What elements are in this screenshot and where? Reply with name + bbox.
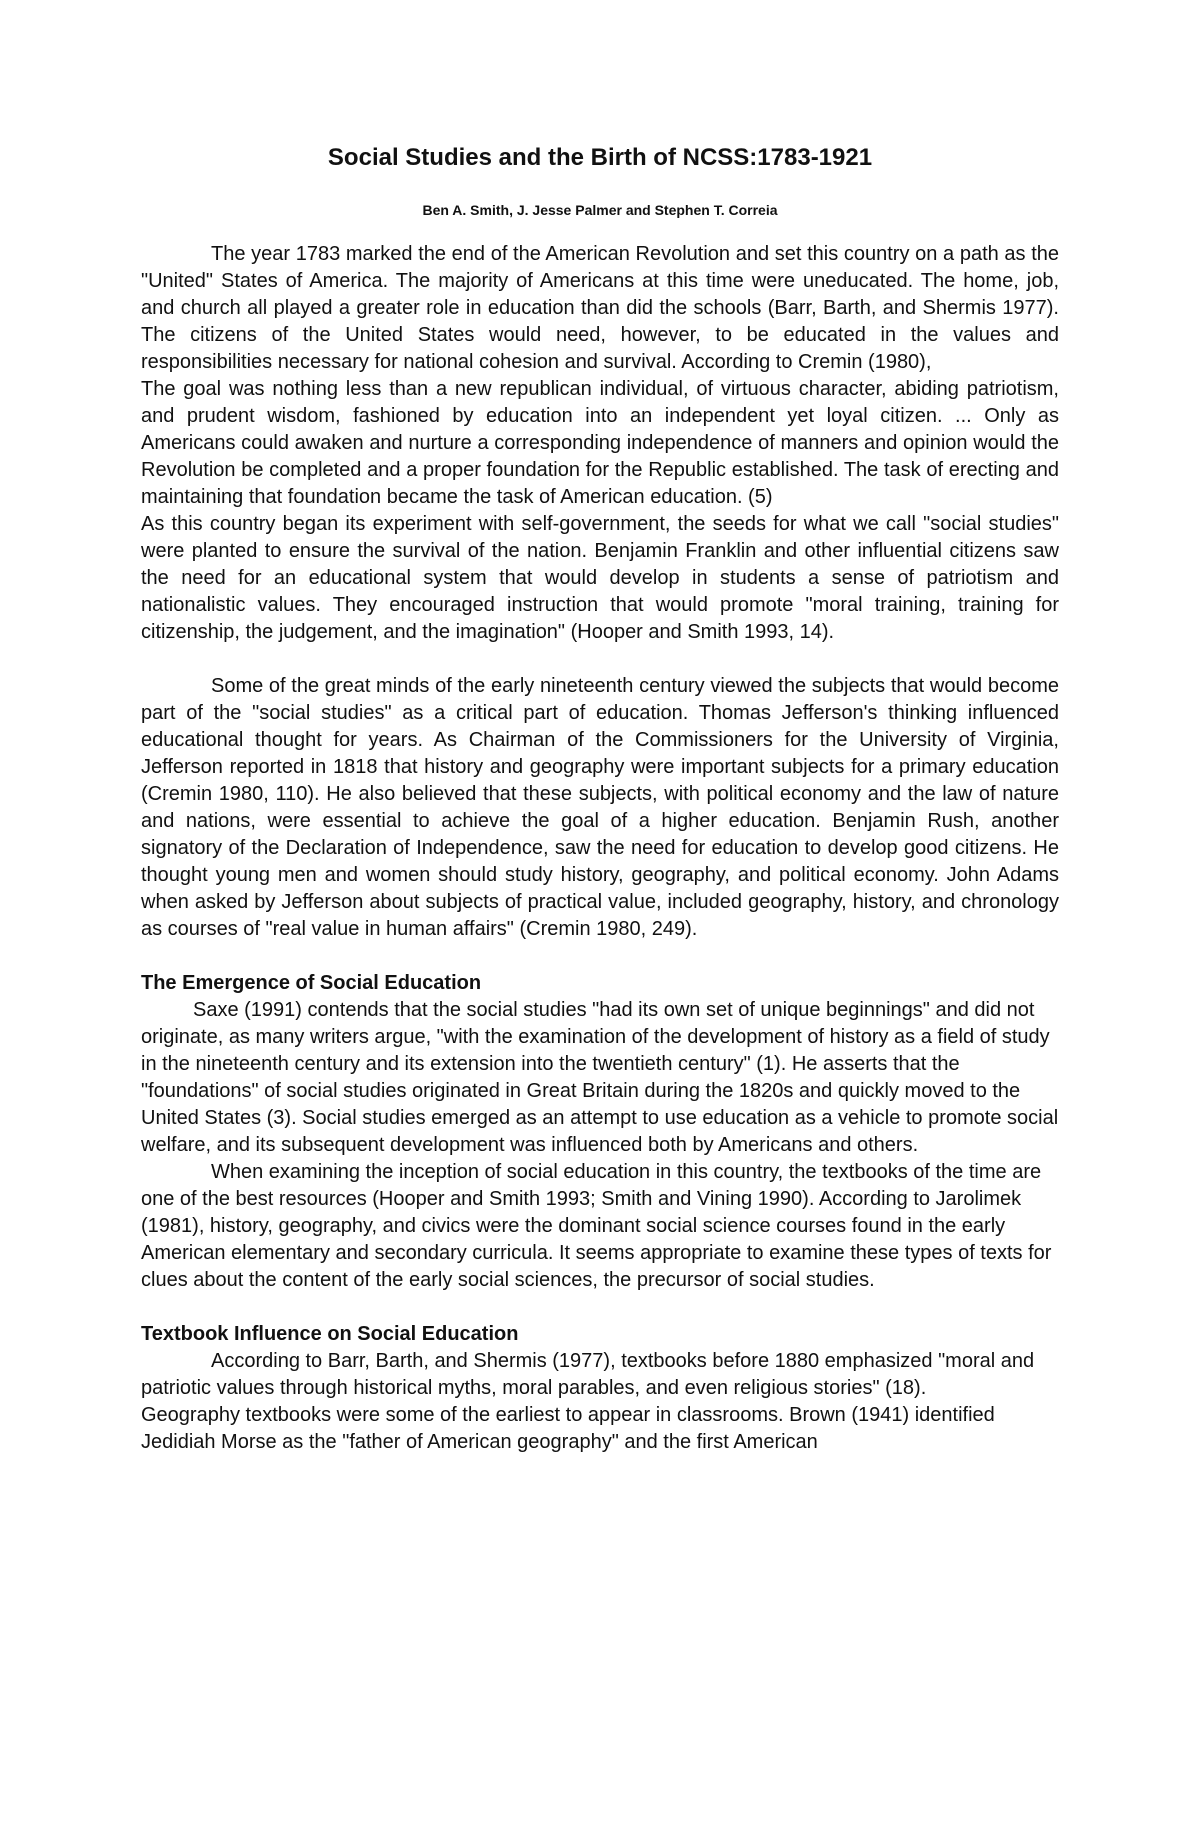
paragraph-geography-textbooks: Geography textbooks were some of the earliest to appear in classrooms. Brown (1941) identified Jedidiah Morse as the "father of American geography" and the first American <box>141 1404 995 1453</box>
paragraph-nineteenth-century: Some of the great minds of the early nineteenth century viewed the subjects that would become part of the "social studies" as a critical part of education. Thomas Jefferson's thinking influenced educational thought for years. As Chairman of the Commissioners for the University of Virginia, Jefferson reported in 1818 that history and geography were important subjects for a primary education (Cremin 1980, 110). He also believed that these subjects, with political economy and the law of nature and nations, were essential to achieve the goal of a higher education. Benjamin Rush, another signatory of the Declaration of Independence, saw the need for education to develop good citizens. He thought young men and women should study history, geography, and political economy. John Adams when asked by Jefferson about subjects of practical value, included geography, history, and chronology as courses of "real value in human affairs" (Cremin 1980, 249). <box>141 675 1059 940</box>
section-heading-textbook-influence: Textbook Influence on Social Education <box>141 1323 519 1345</box>
paragraph-barr-barth-shermis: According to Barr, Barth, and Shermis (1977), textbooks before 1880 emphasized "moral and patriotic values through historical myths, moral parables, and even religious stories" (18). <box>141 1350 1035 1399</box>
paragraph-textbooks-resources: When examining the inception of social education in this country, the textbooks of the time are one of the best resources (Hooper and Smith 1993; Smith and Vining 1990). According to Jarolimek (1981), history, geography, and civics were the dominant social science courses found in the early American elementary and secondary curricula. It seems appropriate to examine these types of texts for clues about the content of the early social sciences, the precursor of social studies. <box>141 1161 1052 1291</box>
paragraph-quote-cremin: The goal was nothing less than a new republican individual, of virtuous character, abiding patriotism, and prudent wisdom, fashioned by education into an independent yet loyal citizen. ... Only as Americans could awaken and nurture a corresponding independence of manners and opinion would the Revolution be completed and a proper foundation for the Republic established. The task of erecting and maintaining that foundation became the task of American education. (5) <box>141 378 1059 508</box>
document-page <box>141 138 1059 1456</box>
section-heading-emergence: The Emergence of Social Education <box>141 972 482 994</box>
document-authors: Ben A. Smith, J. Jesse Palmer and Stephen T. Correia <box>422 202 778 218</box>
paragraph-self-government: As this country began its experiment with self-government, the seeds for what we call "social studies" were planted to ensure the survival of the nation. Benjamin Franklin and other influential citizens saw the need for an educational system that would develop in students a sense of patriotism and nationalistic values. They encouraged instruction that would promote "moral training, training for citizenship, the judgement, and the imagination" (Hooper and Smith 1993, 14). <box>141 513 1059 643</box>
paragraph-intro: The year 1783 marked the end of the American Revolution and set this country on a path as the "United" States of America. The majority of Americans at this time were uneducated. The home, job, and church all played a greater role in education than did the schools (Barr, Barth, and Shermis 1977). The citizens of the United States would need, however, to be educated in the values and responsibilities necessary for national cohesion and survival. According to Cremin (1980), <box>141 243 1059 373</box>
document-title: Social Studies and the Birth of NCSS:1783-1921 <box>327 144 873 171</box>
paragraph-saxe: Saxe (1991) contends that the social studies "had its own set of unique beginnings" and did not originate, as many writers argue, "with the examination of the development of history as a field of study in the nineteenth century and its extension into the twentieth century" (1). He asserts that the "foundations" of social studies originated in Great Britain during the 1820s and quickly moved to the United States (3). Social studies emerged as an attempt to use education as a vehicle to promote social welfare, and its subsequent development was influenced both by Americans and others. <box>141 999 1059 1156</box>
